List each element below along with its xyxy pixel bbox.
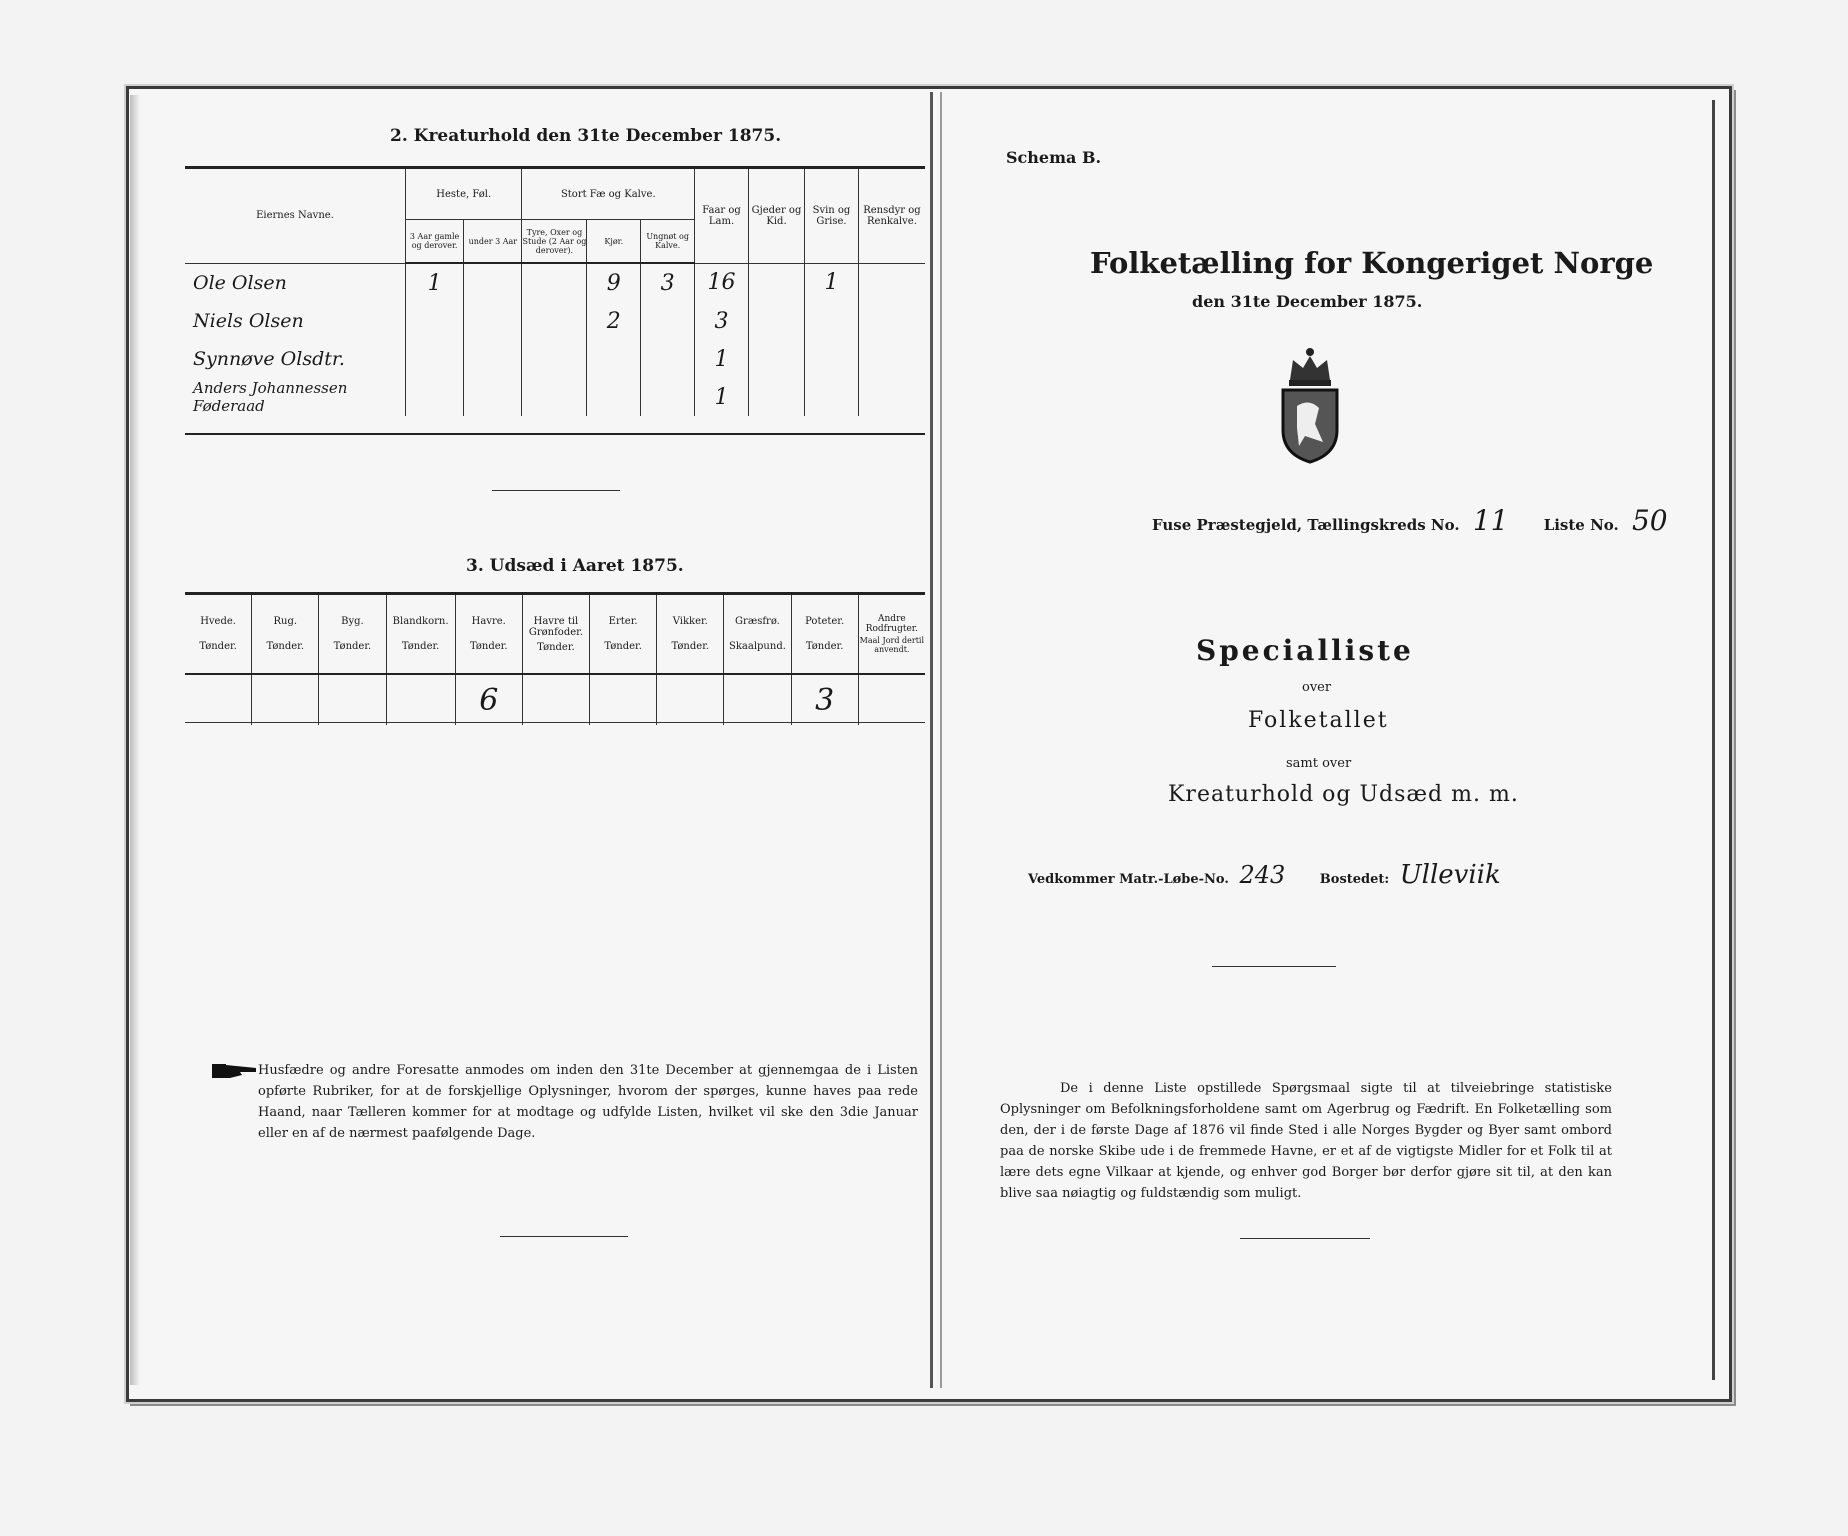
seed-header-unit: Maal Jord dertil anvendt. — [859, 636, 925, 654]
seed-header — [657, 594, 724, 675]
census-date: den 31te December 1875. — [1192, 292, 1423, 311]
owner-name: Synnøve Olsdtr. — [185, 340, 405, 378]
header-svin: Svin og Grise. — [805, 168, 859, 264]
householder-notice: Husfædre og andre Foresatte anmodes om inden den 31te December at gjennemgaa de i Listen opførte Rubriker, for at de forskjellige Oplysninger, hvorom der spørges, kunne haves paa rede Haand, naar Tælleren kommer for at modtage og udfylde Listen, hvilket vil ske den 3die Januar eller en af de nærmest paafølgende Dage. — [258, 1063, 918, 1141]
cell-tyre — [522, 340, 587, 378]
header-heste-under3: under 3 Aar — [464, 220, 522, 264]
page-title: Folketælling for Kongeriget Norge — [1090, 246, 1654, 280]
seed-cell — [657, 674, 724, 725]
table-row — [185, 674, 925, 725]
cell-faar: 3 — [695, 302, 749, 340]
header-tyre: Tyre, Oxer og Stude (2 Aar og derover). — [522, 220, 587, 264]
divider — [1240, 1238, 1370, 1239]
bosted-label: Bostedet: — [1319, 872, 1390, 887]
seed-header — [386, 594, 455, 675]
seed-header — [590, 594, 657, 675]
cell-svin: 1 — [805, 263, 859, 302]
seed-header-unit: Tønder. — [805, 641, 844, 652]
seed-header-label: Rug. — [273, 616, 298, 627]
seed-cell — [185, 674, 252, 725]
header-gjeder: Gjeder og Kid. — [748, 168, 804, 264]
cell-kjor: 9 — [587, 263, 641, 302]
seed-cell — [590, 674, 657, 725]
header-faar: Faar og Lam. — [695, 168, 749, 264]
seed-header — [858, 594, 925, 675]
prestegjeld-name: Fuse — [1152, 516, 1192, 534]
cell-under3 — [464, 340, 522, 378]
seed-header-unit: Tønder. — [266, 641, 305, 652]
cell-tyre — [522, 263, 587, 302]
pointing-hand-icon — [210, 1060, 260, 1082]
seed-header — [185, 594, 252, 675]
owner-name: Anders Johannessen Føderaad — [185, 378, 405, 416]
cell-rensdyr — [858, 340, 925, 378]
cell-faar: 16 — [695, 263, 749, 302]
header-rensdyr: Rensdyr og Renkalve. — [858, 168, 925, 264]
cell-rensdyr — [858, 378, 925, 416]
seed-header-unit: Tønder. — [199, 641, 237, 652]
prestegjeld-label: Præstegjeld, — [1196, 516, 1303, 534]
seed-header-unit: Tønder. — [333, 641, 372, 652]
seed-header-unit: Skaalpund. — [729, 641, 786, 652]
table-row — [185, 302, 925, 340]
cell-svin — [805, 302, 859, 340]
cell-heste — [405, 378, 463, 416]
seed-cell — [386, 674, 455, 725]
seed-header-label: Græsfrø. — [735, 616, 780, 627]
cell-kjor: 2 — [587, 302, 641, 340]
seed-header-label: Hvede. — [200, 616, 236, 627]
seed-header-label: Vikker. — [672, 616, 708, 627]
owner-name: Niels Olsen — [185, 302, 405, 340]
seed-header — [252, 594, 319, 675]
cell-under3 — [464, 263, 522, 302]
seed-table-bottom-rule — [185, 722, 925, 723]
table-bottom-rule — [185, 433, 925, 435]
matr-number: 243 — [1239, 861, 1286, 889]
divider — [492, 490, 620, 491]
liste-number: 50 — [1631, 504, 1668, 537]
cell-rensdyr — [858, 263, 925, 302]
page-fold — [930, 92, 933, 1388]
livestock-table — [185, 166, 925, 416]
cell-heste: 1 — [405, 263, 463, 302]
cell-ungnot — [641, 302, 695, 340]
cell-ungnot: 3 — [641, 263, 695, 302]
cell-tyre — [522, 302, 587, 340]
right-page-edge — [1712, 100, 1715, 1380]
seed-cell — [858, 674, 925, 725]
matr-label: Vedkommer Matr.-Løbe-No. — [1028, 872, 1229, 887]
cell-heste — [405, 340, 463, 378]
cell-under3 — [464, 302, 522, 340]
seed-table — [185, 592, 925, 725]
seed-header-unit: Tønder. — [604, 641, 642, 652]
over-label: over — [1302, 680, 1332, 695]
section3-title: 3. Udsæd i Aaret 1875. — [466, 556, 684, 576]
section2-title: 2. Kreaturhold den 31te December 1875. — [390, 126, 782, 146]
seed-header-label: Havre. — [471, 616, 506, 627]
coat-of-arms-icon — [1275, 346, 1345, 464]
cell-kjor — [587, 378, 641, 416]
cell-gjeder — [748, 263, 804, 302]
cell-svin — [805, 340, 859, 378]
divider — [500, 1236, 628, 1237]
seed-cell — [252, 674, 319, 725]
seed-header-label: Havre til Grønfoder. — [528, 615, 584, 638]
seed-header — [455, 594, 522, 675]
cell-heste — [405, 302, 463, 340]
cell-svin — [805, 378, 859, 416]
cell-ungnot — [641, 340, 695, 378]
seed-header — [522, 594, 589, 675]
header-stort-fae: Stort Fæ og Kalve. — [522, 168, 695, 220]
seed-header-unit: Tønder. — [537, 641, 575, 653]
seed-cell — [522, 674, 589, 725]
kreds-label: Tællingskreds No. — [1307, 516, 1460, 534]
table-row — [185, 263, 925, 302]
specialliste-heading: Specialliste — [1196, 634, 1414, 667]
table-row — [185, 340, 925, 378]
cell-under3 — [464, 378, 522, 416]
seed-header — [319, 594, 386, 675]
schema-label: Schema B. — [1006, 148, 1102, 167]
cell-rensdyr — [858, 302, 925, 340]
seed-header-unit: Tønder. — [671, 641, 710, 652]
kreds-number: 11 — [1472, 504, 1509, 537]
cell-faar: 1 — [695, 340, 749, 378]
seed-cell — [319, 674, 386, 725]
cell-gjeder — [748, 340, 804, 378]
seed-cell: 6 — [455, 674, 522, 725]
cell-faar: 1 — [695, 378, 749, 416]
seed-header-label: Andre Rodfrugter. — [865, 614, 918, 634]
divider — [1212, 966, 1336, 967]
cell-gjeder — [748, 302, 804, 340]
samt-over-label: samt over — [1286, 756, 1352, 771]
seed-header-label: Erter. — [608, 616, 638, 627]
header-owner: Eiernes Navne. — [185, 168, 405, 264]
seed-header-unit: Tønder. — [470, 641, 508, 652]
page-edge-shadow — [130, 95, 140, 1385]
header-ungnot: Ungnøt og Kalve. — [641, 220, 695, 264]
seed-cell: 3 — [791, 674, 858, 725]
kreaturhold-heading: Kreaturhold og Udsæd m. m. — [1168, 782, 1519, 807]
seed-header-label: Blandkorn. — [392, 616, 449, 627]
seed-cell — [724, 674, 791, 725]
liste-label: Liste No. — [1543, 516, 1619, 534]
seed-header-label: Byg. — [341, 616, 364, 627]
cell-kjor — [587, 340, 641, 378]
owner-name: Ole Olsen — [185, 263, 405, 302]
cell-gjeder — [748, 378, 804, 416]
seed-header-label: Poteter. — [805, 616, 845, 627]
matrikkel-line — [1028, 860, 1501, 890]
seed-header — [724, 594, 791, 675]
seed-header — [791, 594, 858, 675]
district-line — [1152, 504, 1668, 537]
header-heste: Heste, Føl. — [405, 168, 522, 220]
bosted-name: Ulleviik — [1399, 860, 1501, 890]
header-kjor: Kjør. — [587, 220, 641, 264]
header-heste-3aar: 3 Aar gamle og derover. — [405, 220, 463, 264]
folketallet-heading: Folketallet — [1248, 708, 1389, 733]
census-purpose-note: De i denne Liste opstillede Spørgsmaal sigte til at tilveiebringe statistiske Oplysninger om Befolkningsforholdene samt om Agerbrug og Fædrift. En Folketælling som den, der i de første Dage af 1876 vil finde Sted i alle Norges Bygder og Byer samt ombord paa de norske Skibe ude i de fremmede Havne, er et af de vigtigste Midler for et Folk til at lære dets egne Vilkaar at kjende, og enhver god Borger bør derfor gjøre sit til, at den kan blive saa nøiagtig og fuldstændig som muligt. — [1000, 1081, 1612, 1201]
table-row — [185, 378, 925, 416]
cell-ungnot — [641, 378, 695, 416]
cell-tyre — [522, 378, 587, 416]
seed-header-unit: Tønder. — [401, 641, 440, 652]
page-fold-shadow — [940, 92, 942, 1388]
